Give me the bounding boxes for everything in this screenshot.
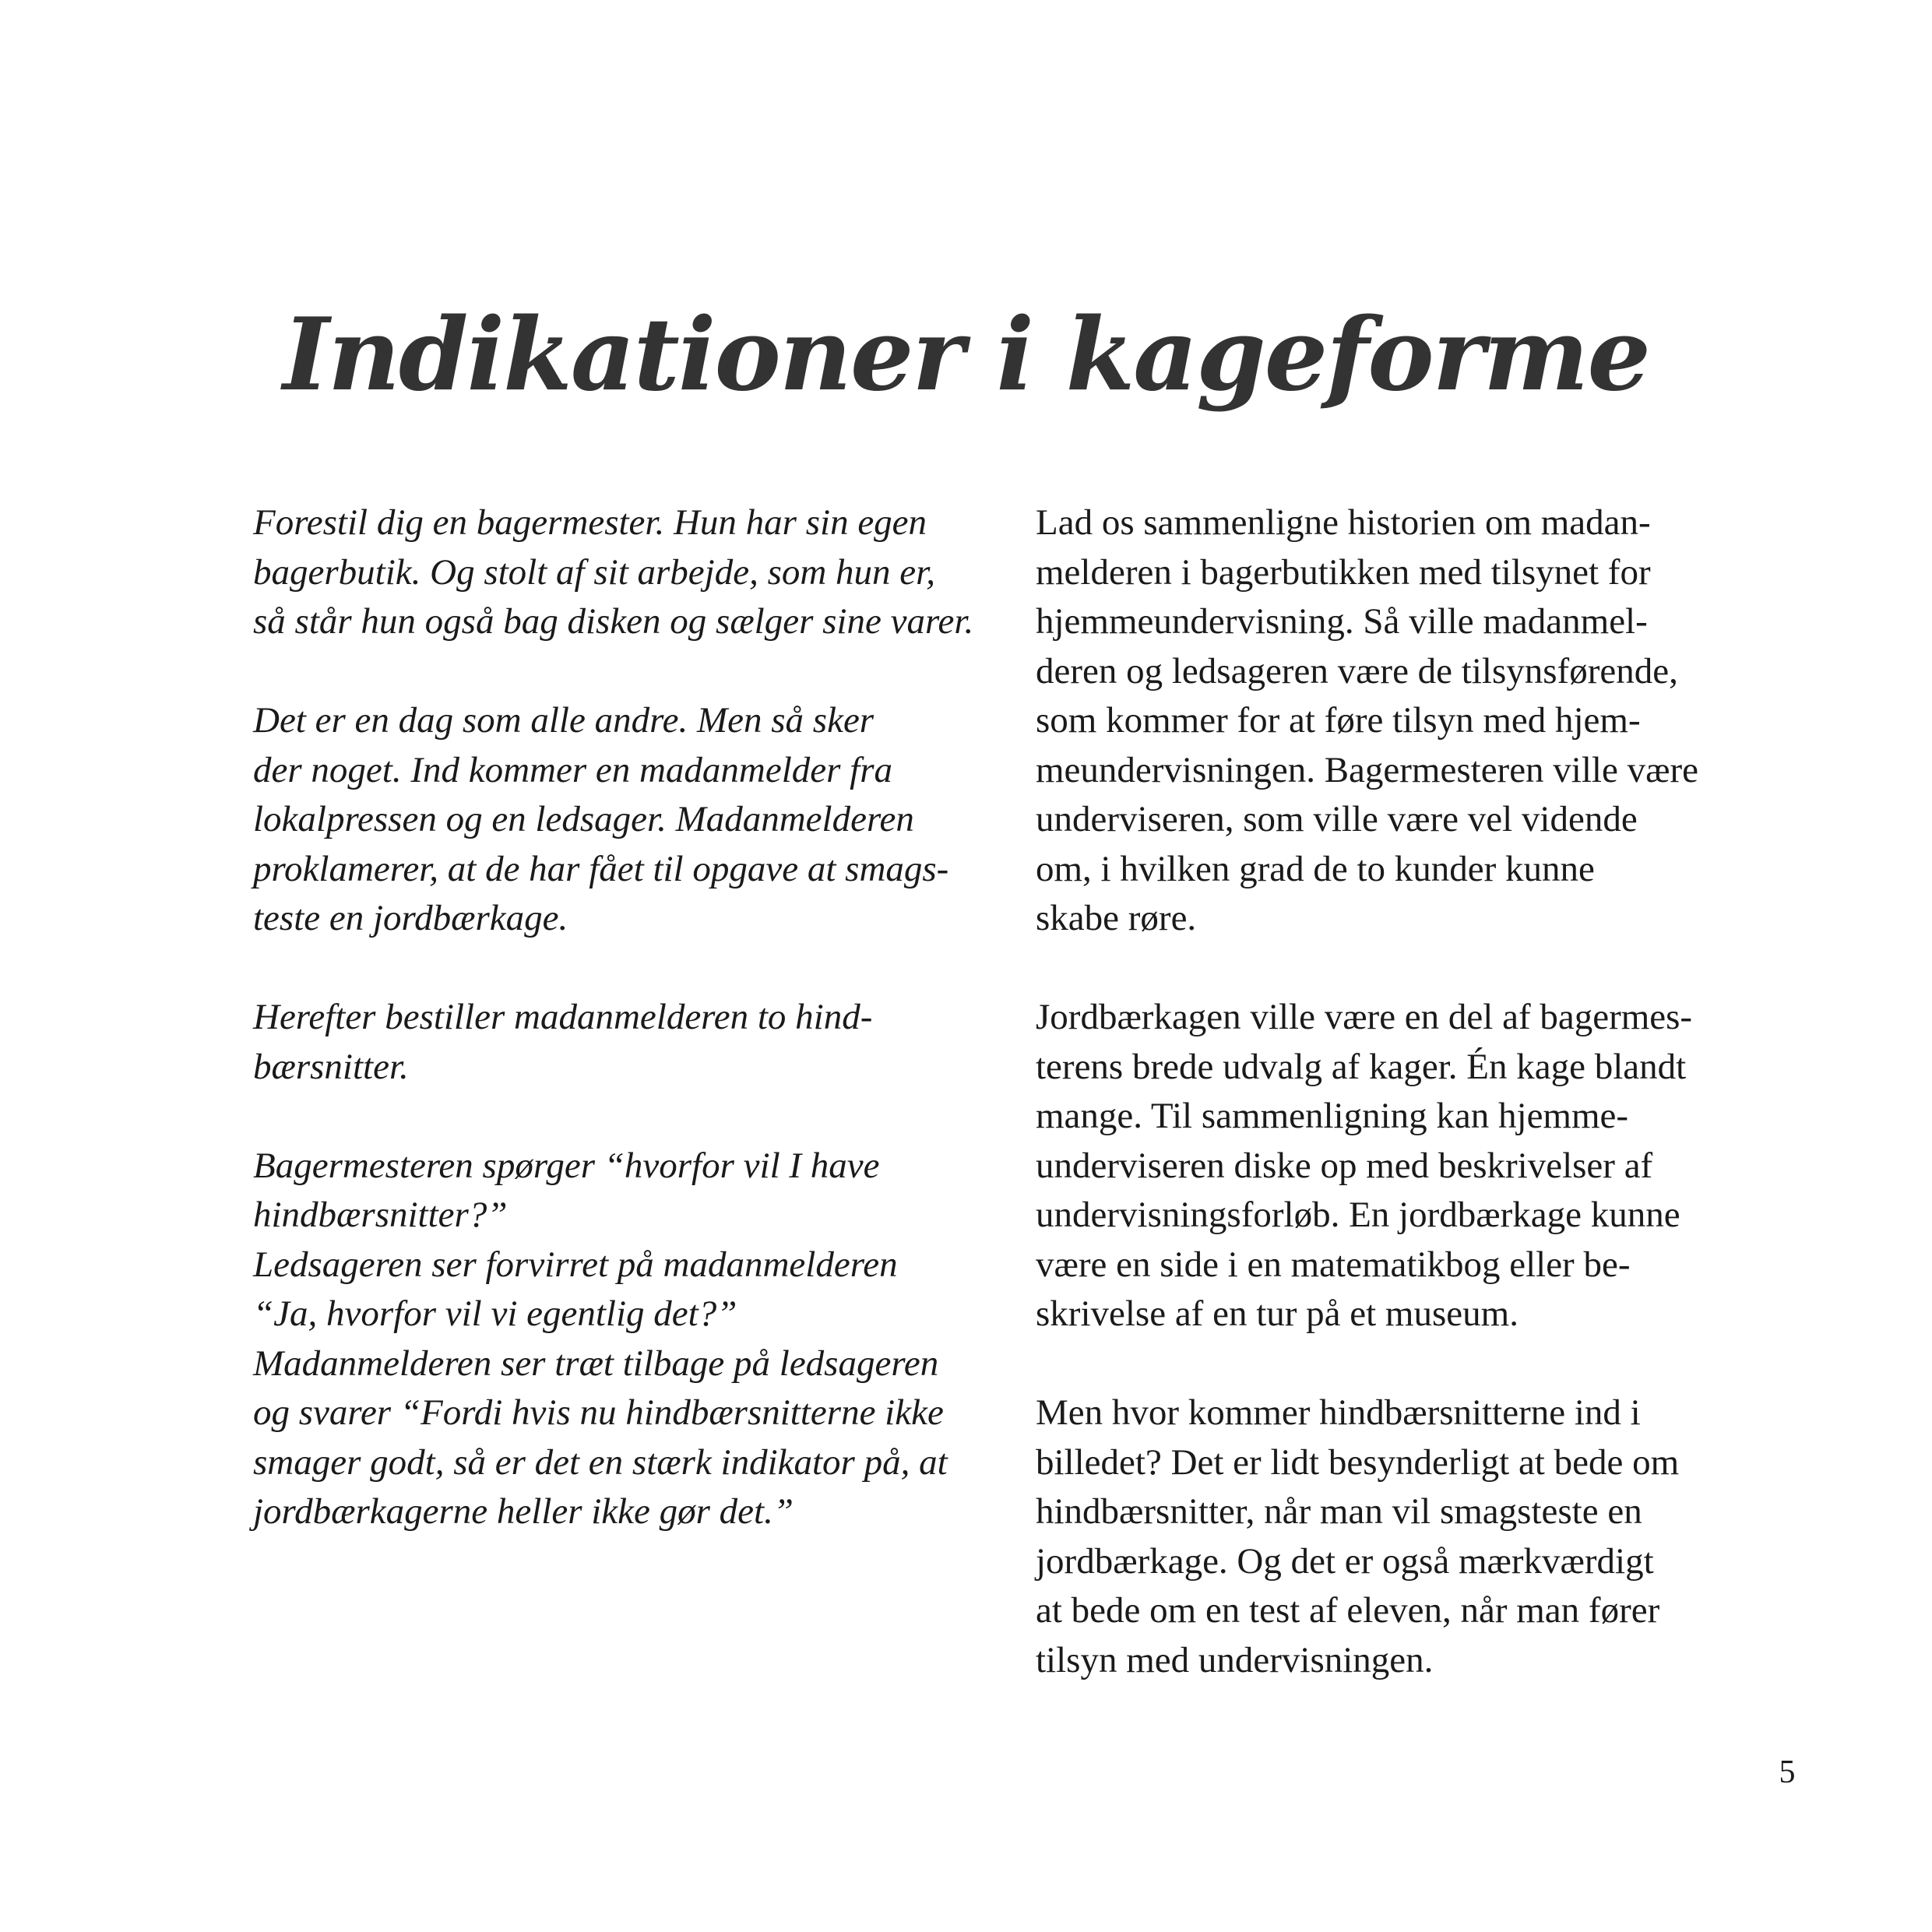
text-line: melderen i bagerbutikken med tilsynet for xyxy=(1036,551,1651,593)
right-paragraph-1 xyxy=(1036,498,1783,944)
text-line: meundervisningen. Bagermesteren ville være xyxy=(1036,749,1698,790)
text-line: så står hun også bag disken og sælger sine varer. xyxy=(253,601,974,642)
left-paragraph-4 xyxy=(253,1142,1001,1537)
text-line: være en side i en matematikbog eller be- xyxy=(1036,1244,1631,1285)
text-line: bærsnitter. xyxy=(253,1046,409,1087)
text-line: Forestil dig en bagermester. Hun har sin egen xyxy=(253,502,927,543)
text-line: underviseren, som ville være vel vidende xyxy=(1036,799,1638,839)
right-paragraph-3 xyxy=(1036,1388,1783,1685)
text-line: underviseren diske op med beskrivelser af xyxy=(1036,1145,1653,1186)
text-line: proklamerer, at de har fået til opgave at smags- xyxy=(253,848,949,889)
text-line: skabe røre. xyxy=(1036,898,1197,938)
text-line: at bede om en test af eleven, når man fører xyxy=(1036,1590,1660,1631)
text-line: Herefter bestiller madanmelderen to hind- xyxy=(253,997,873,1037)
text-line: og svarer “Fordi hvis nu hindbærsnitterne ikke xyxy=(253,1392,944,1433)
text-line: deren og ledsageren være de tilsynsførende, xyxy=(1036,650,1678,692)
text-line: smager godt, så er det en stærk indikator på, at xyxy=(253,1441,948,1483)
text-line: mange. Til sammenligning kan hjemme- xyxy=(1036,1096,1629,1136)
text-line: Det er en dag som alle andre. Men så sker xyxy=(253,700,875,741)
text-line: undervisningsforløb. En jordbærkage kunne xyxy=(1036,1195,1680,1235)
text-line: hindbærsnitter, når man vil smagsteste en xyxy=(1036,1491,1642,1532)
text-line: hjemmeundervisning. Så ville madanmel- xyxy=(1036,601,1648,642)
text-line: billedet? Det er lidt besynderligt at bede om xyxy=(1036,1441,1680,1483)
left-column xyxy=(253,498,1001,1586)
text-line: terens brede udvalg af kager. Én kage blandt xyxy=(1036,1046,1687,1087)
text-line: som kommer for at føre tilsyn med hjem- xyxy=(1036,700,1641,741)
text-line: Bagermesteren spørger “hvorfor vil I have xyxy=(253,1145,880,1186)
text-line: hindbærsnitter?” xyxy=(253,1195,508,1235)
left-paragraph-1 xyxy=(253,498,1001,647)
text-line: “Ja, hvorfor vil vi egentlig det?” xyxy=(253,1293,737,1334)
text-line: teste en jordbærkage. xyxy=(253,898,568,938)
text-line: lokalpressen og en ledsager. Madanmelderen xyxy=(253,799,914,839)
text-line: Men hvor kommer hindbærsnitterne ind i xyxy=(1036,1392,1641,1433)
text-line: Madanmelderen ser træt tilbage på ledsageren xyxy=(253,1343,939,1384)
text-line: om, i hvilken grad de to kunder kunne xyxy=(1036,848,1595,889)
left-paragraph-3 xyxy=(253,993,1001,1092)
text-line: skrivelse af en tur på et museum. xyxy=(1036,1293,1519,1334)
text-line: jordbærkage. Og det er også mærkværdigt xyxy=(1036,1540,1654,1582)
page-number: 5 xyxy=(1779,1754,1796,1790)
text-line: bagerbutik. Og stolt af sit arbejde, som hun er, xyxy=(253,551,935,593)
text-line: der noget. Ind kommer en madanmelder fra xyxy=(253,749,893,790)
page-title: Indikationer i kageforme xyxy=(283,297,1649,413)
right-column xyxy=(1036,498,1783,1735)
text-line: Lad os sammenligne historien om madan- xyxy=(1036,502,1651,543)
right-paragraph-2 xyxy=(1036,993,1783,1339)
text-line: Ledsageren ser forvirret på madanmelderen xyxy=(253,1244,898,1285)
text-line: tilsyn med undervisningen. xyxy=(1036,1639,1434,1680)
text-line: Jordbærkagen ville være en del af bagermes- xyxy=(1036,997,1693,1037)
left-paragraph-2 xyxy=(253,696,1001,944)
text-line: jordbærkagerne heller ikke gør det.” xyxy=(253,1491,794,1532)
